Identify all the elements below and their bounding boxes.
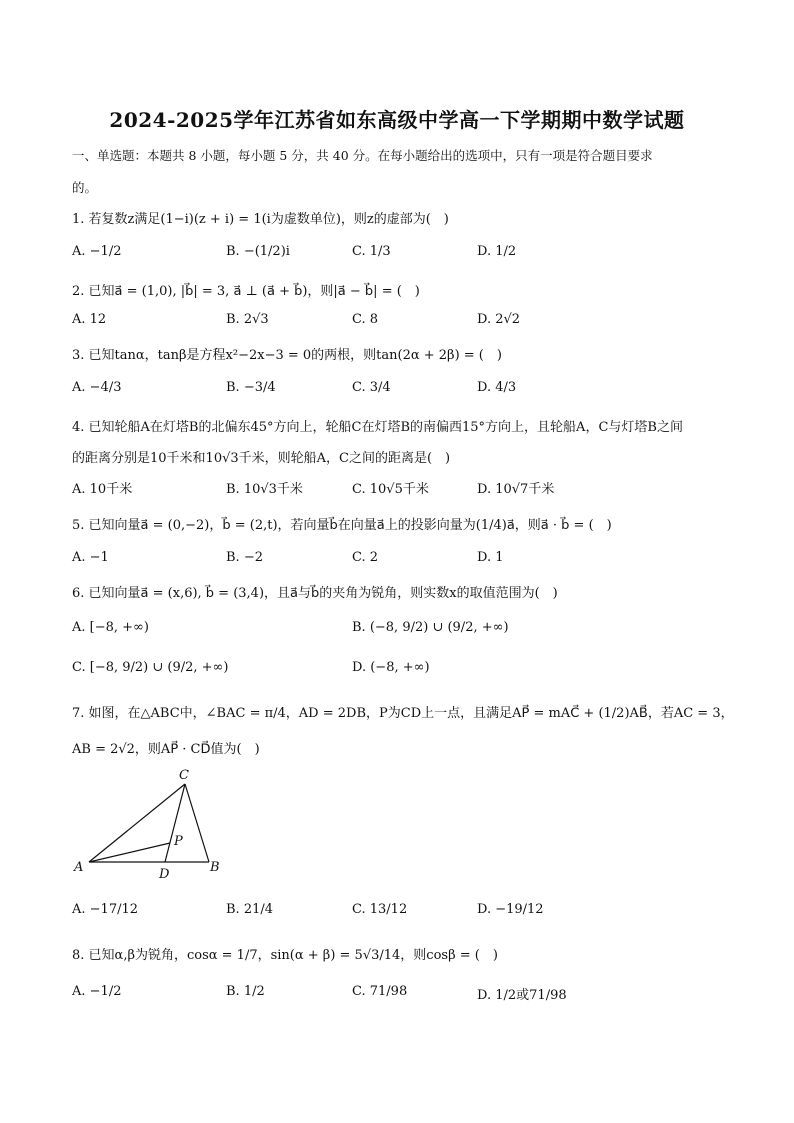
question-3-option-d: D. 4/3	[477, 380, 517, 395]
page-title: 2024-2025学年江苏省如东高级中学高一下学期期中数学试题	[109, 108, 685, 132]
question-3-option-b: B. −3/4	[226, 380, 276, 395]
segment-cd	[165, 784, 185, 862]
section-header-line2: 的。	[72, 180, 98, 195]
label-p: P	[174, 834, 183, 849]
question-3-option-a: A. −4/3	[72, 380, 122, 395]
question-6-option-c: C. [−8, 9/2) ∪ (9/2, +∞)	[72, 660, 229, 675]
question-4-option-c: C. 10√5千米	[352, 482, 429, 497]
question-4-stem-line2: 的距离分别是10千米和10√3千米，则轮船A，C之间的距离是( )	[72, 451, 451, 466]
question-6-stem: 6. 已知向量a⃗ = (x,6), b⃗ = (3,4)，且a⃗与b⃗的夹角为锐角，则实数x的取值范围为( )	[72, 586, 558, 601]
question-7-option-c: C. 13/12	[352, 902, 408, 917]
question-8-option-a: A. −1/2	[72, 984, 122, 999]
question-7-option-d: D. −19/12	[477, 902, 544, 917]
question-4-option-a: A. 10千米	[72, 482, 133, 497]
question-2-option-b: B. 2√3	[226, 312, 269, 327]
side-cb	[185, 784, 209, 862]
question-5-option-b: B. −2	[226, 550, 263, 565]
triangle-abc-figure	[70, 764, 230, 882]
question-7-stem-line2: AB = 2√2，则AP⃗ · CD⃗值为( )	[72, 742, 260, 757]
question-1-option-d: D. 1/2	[477, 244, 517, 259]
question-6-option-a: A. [−8, +∞)	[72, 620, 149, 635]
question-7-option-a: A. −17/12	[72, 902, 139, 917]
question-1-option-a: A. −1/2	[72, 244, 122, 259]
section-header-line1: 一、单选题：本题共 8 小题，每小题 5 分，共 40 分。在每小题给出的选项中，只有一项是符合题目要求	[72, 148, 653, 163]
question-8-option-d: D. 1/2或71/98	[477, 988, 567, 1003]
question-8-option-c: C. 71/98	[352, 984, 408, 999]
question-7-option-b: B. 21/4	[226, 902, 274, 917]
question-5-option-c: C. 2	[352, 550, 379, 565]
question-7-stem-line1: 7. 如图，在△ABC中，∠BAC = π/4，AD = 2DB，P为CD上一点，且满足AP⃗ = mAC⃗ + (1/2)AB⃗，若AC = 3，	[72, 706, 734, 721]
question-1-option-c: C. 1/3	[352, 244, 391, 259]
question-3-option-c: C. 3/4	[352, 380, 391, 395]
question-8-option-b: B. 1/2	[226, 984, 265, 999]
question-8-stem: 8. 已知α,β为锐角，cosα = 1/7，sin(α + β) = 5√3/14，则cosβ = ( )	[72, 948, 498, 963]
question-3-stem: 3. 已知tanα，tanβ是方程x²−2x−3 = 0的两根，则tan(2α + 2β) = ( )	[72, 348, 502, 363]
question-2-stem: 2. 已知a⃗ = (1,0), |b⃗| = 3, a⃗ ⊥ (a⃗ + b⃗)，则|a⃗ − b⃗| = ( )	[72, 284, 420, 299]
question-1-stem: 1. 若复数z满足(1−i)(z + i) = 1(i为虚数单位)，则z的虚部为( )	[72, 212, 449, 227]
question-1-option-b: B. −(1/2)i	[226, 244, 290, 259]
label-d: D	[159, 867, 170, 882]
question-4-option-b: B. 10√3千米	[226, 482, 303, 497]
question-5-option-a: A. −1	[72, 550, 109, 565]
question-5-stem: 5. 已知向量a⃗ = (0,−2)，b⃗ = (2,t)，若向量b⃗在向量a⃗上的投影向量为(1/4)a⃗，则a⃗ · b⃗ = ( )	[72, 518, 612, 533]
question-6-option-b: B. (−8, 9/2) ∪ (9/2, +∞)	[352, 620, 509, 635]
question-4-option-d: D. 10√7千米	[477, 482, 555, 497]
question-5-option-d: D. 1	[477, 550, 504, 565]
question-2-option-c: C. 8	[352, 312, 379, 327]
question-2-option-d: D. 2√2	[477, 312, 521, 327]
label-c: C	[179, 768, 189, 783]
label-b: B	[210, 860, 220, 875]
label-a: A	[74, 860, 84, 875]
question-2-option-a: A. 12	[72, 312, 107, 327]
question-6-option-d: D. (−8, +∞)	[352, 660, 430, 675]
question-4-stem-line1: 4. 已知轮船A在灯塔B的北偏东45°方向上，轮船C在灯塔B的南偏西15°方向上，且轮船A，C与灯塔B之间	[72, 420, 683, 435]
